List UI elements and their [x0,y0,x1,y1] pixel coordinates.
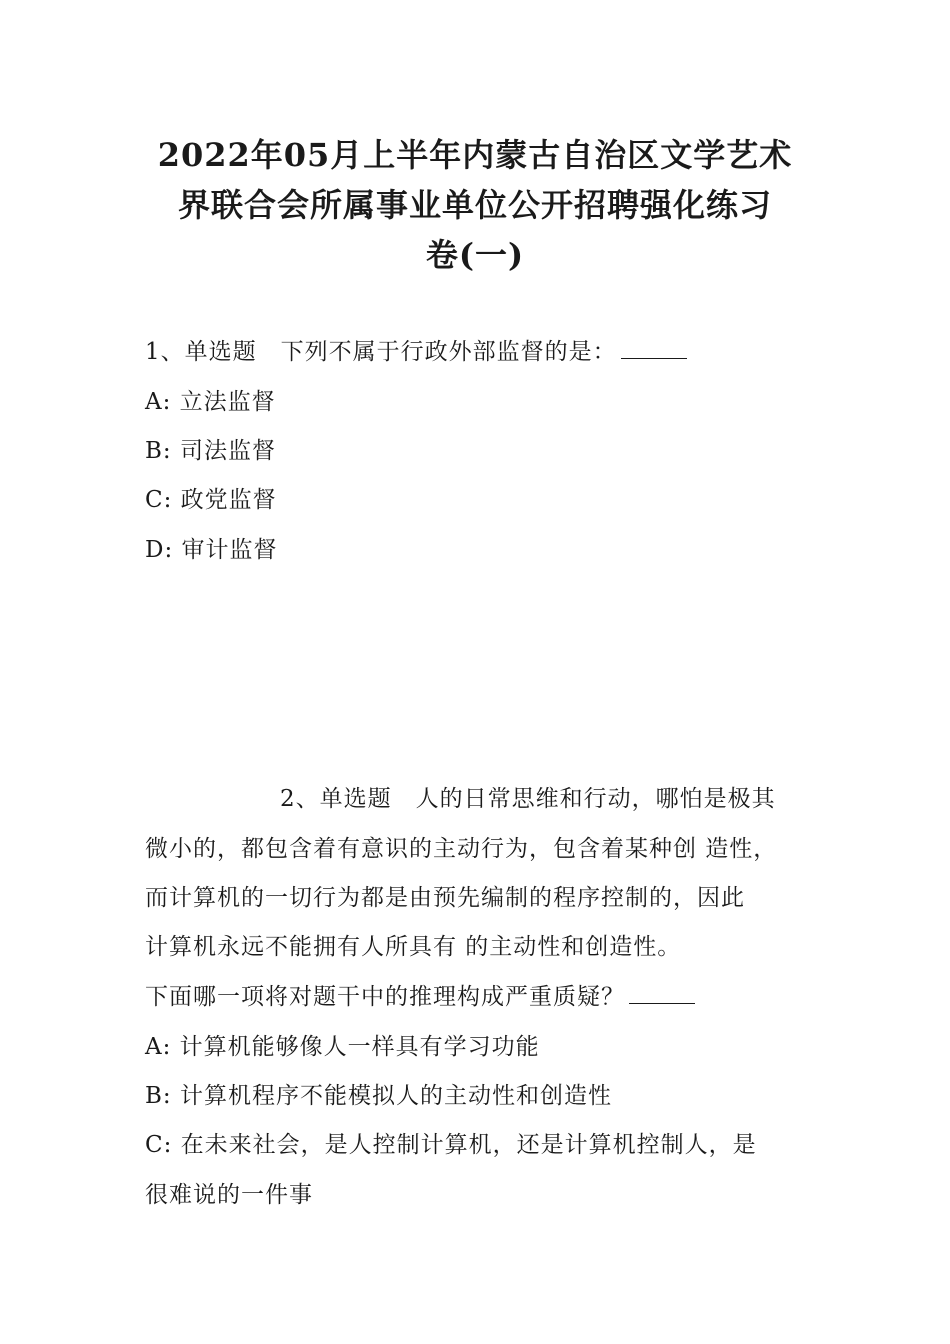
question-1-option-b: B: 司法监督 [145,438,276,464]
question-1-stem [145,337,687,367]
question-2-stem-line-2: 微小的，都包含着有意识的主动行为，包含着某种创 造性， [145,836,778,862]
question-1-stem-text: 1、单选题 下列不属于行政外部监督的是： [145,339,617,365]
question-2-option-c-continued: 很难说的一件事 [145,1182,313,1208]
document-title [100,130,850,280]
title-line-2: 界联合会所属事业单位公开招聘强化练习 [177,186,772,224]
question-2-stem-line-4: 计算机永远不能拥有人所具有 的主动性和创造性。 [145,934,682,960]
question-2-option-c: C: 在未来社会，是人控制计算机，还是计算机控制人，是 [145,1132,757,1158]
question-1-option-d: D: 审计监督 [145,537,278,563]
title-line-1: 2022年05月上半年内蒙古自治区文学艺术 [157,136,793,174]
answer-blank [621,338,687,359]
answer-blank [629,983,695,1004]
title-line-3: 卷(一) [425,236,525,274]
question-1-option-c: C: 政党监督 [145,487,277,513]
question-2-stem-line-3: 而计算机的一切行为都是由预先编制的程序控制的，因此 [145,885,745,911]
question-2-stem-line-1: 2、单选题 人的日常思维和行动，哪怕是极其 [280,786,776,812]
question-1-option-a: A: 立法监督 [145,389,276,415]
question-2-stem-line-5-text: 下面哪一项将对题干中的推理构成严重质疑？ [145,984,625,1010]
question-2-option-a: A: 计算机能够像人一样具有学习功能 [145,1034,540,1060]
question-2-stem-line-5 [145,982,695,1012]
question-2-option-b: B: 计算机程序不能模拟人的主动性和创造性 [145,1083,612,1109]
